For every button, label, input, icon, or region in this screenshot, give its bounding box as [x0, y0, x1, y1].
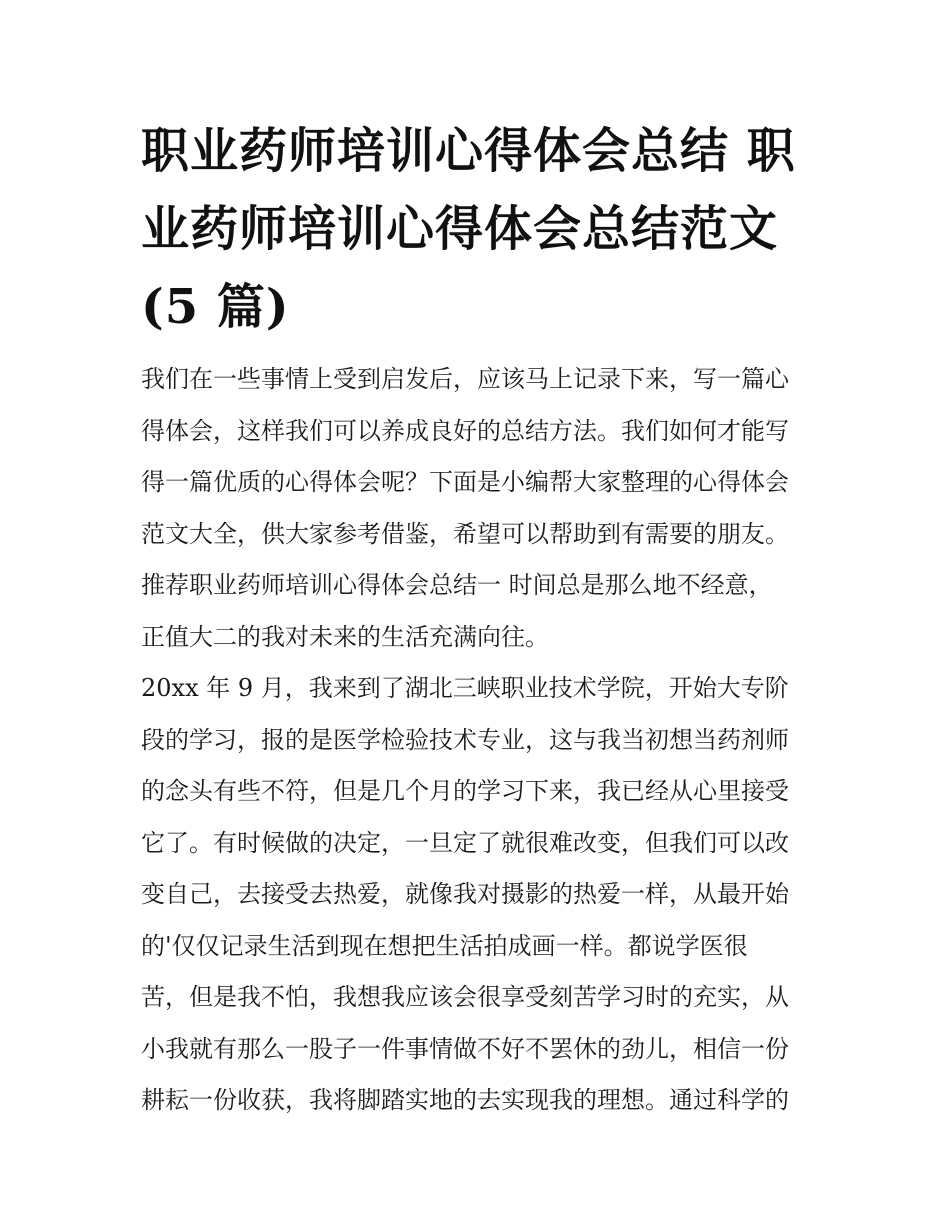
- body-line: 20xx 年 9 月，我来到了湖北三峡职业技术学院，开始大专阶: [141, 674, 789, 702]
- body-line: 我们在一些事情上受到启发后，应该马上记录下来，写一篇心: [141, 365, 789, 393]
- body-line: 变自己，去接受去热爱，就像我对摄影的热爱一样，从最开始: [141, 880, 789, 908]
- title-line: 业药师培训心得体会总结范文: [141, 201, 779, 257]
- body-line: 得体会，这样我们可以养成良好的总结方法。我们如何才能写: [141, 416, 789, 445]
- document-body: [141, 357, 831, 1130]
- title-line: (5 篇): [141, 279, 290, 335]
- body-line: 小我就有那么一股子一件事情做不好不罢休的劲儿，相信一份: [141, 1034, 789, 1063]
- body-line: 的'仅仅记录生活到现在想把生活拍成画一样。都说学医很: [141, 931, 748, 960]
- document-title: [141, 112, 821, 346]
- title-line: 职业药师培训心得体会总结 职: [141, 123, 796, 179]
- body-line: 耕耘一份收获，我将脚踏实地的去实现我的理想。通过科学的: [141, 1086, 789, 1114]
- body-line: 苦，但是我不怕，我想我应该会很享受刻苦学习时的充实，从: [141, 983, 789, 1011]
- body-line: 它了。有时候做的决定，一旦定了就很难改变，但我们可以改: [141, 828, 789, 857]
- body-line: 得一篇优质的心得体会呢？下面是小编帮大家整理的心得体会: [141, 468, 789, 496]
- body-line: 的念头有些不符，但是几个月的学习下来，我已经从心里接受: [141, 777, 789, 805]
- body-line: 范文大全，供大家参考借鉴，希望可以帮助到有需要的朋友。: [141, 519, 789, 548]
- body-line: 正值大二的我对未来的生活充满向往。: [141, 622, 549, 651]
- body-line: 段的学习，报的是医学检验技术专业，这与我当初想当药剂师: [141, 725, 789, 754]
- body-line: 推荐职业药师培训心得体会总结一 时间总是那么地不经意，: [141, 571, 773, 599]
